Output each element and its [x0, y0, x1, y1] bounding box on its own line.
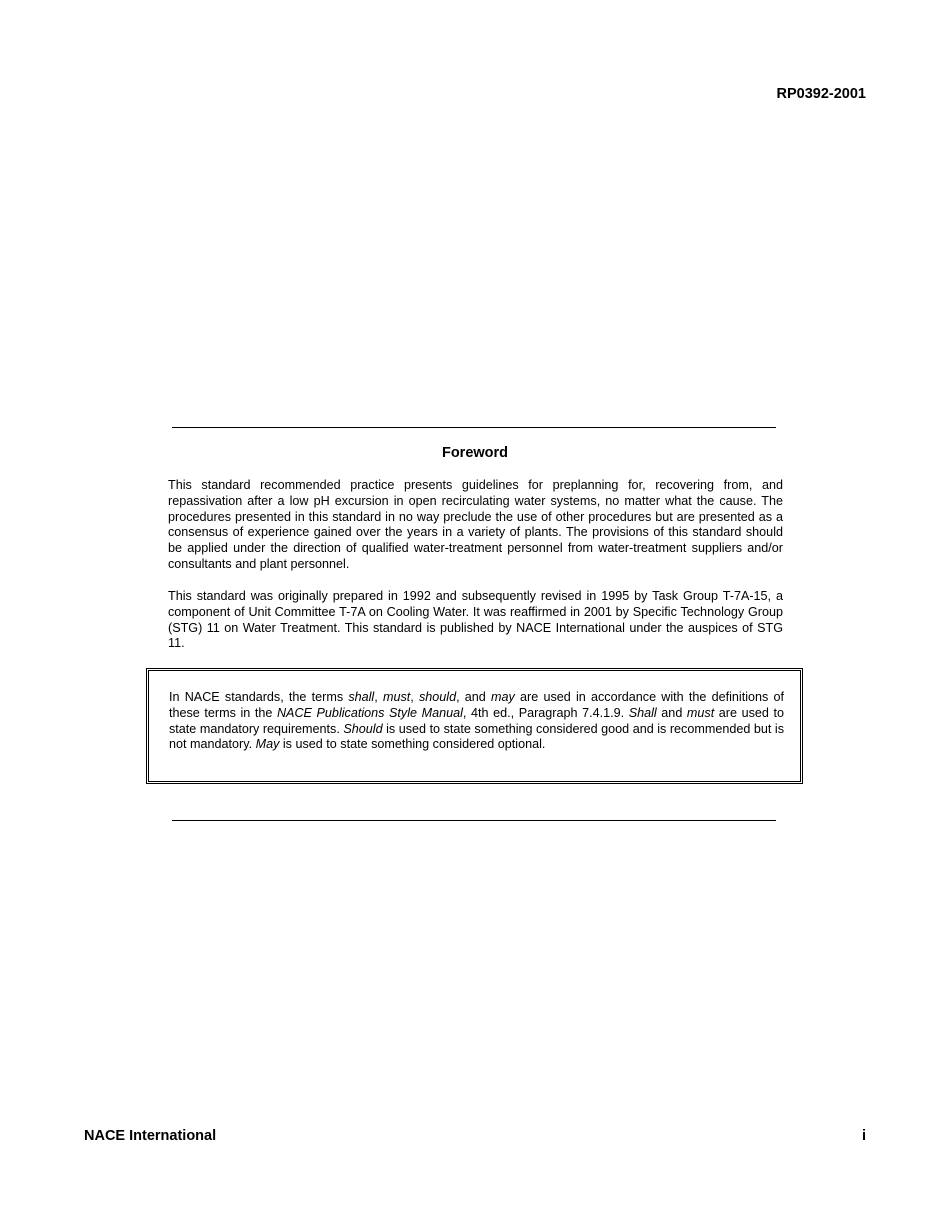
foreword-title: Foreword	[441, 445, 509, 461]
bottom-divider	[172, 820, 776, 821]
terminology-notice-box	[146, 668, 803, 784]
document-code: RP0392-2001	[776, 86, 866, 102]
top-divider	[172, 427, 776, 428]
terminology-notice-text: In NACE standards, the terms shall, must, should, and may are used in accordance with the definitions of these terms in the NACE Publications Style Manual, 4th ed., Paragraph 7.4.1.9. Shall and must are used to state mandatory requirements. Should is used to state something considered good and is recommended but is not mandatory. May is used to state something considered optional.	[169, 690, 785, 752]
foreword-paragraph-2: This standard was originally prepared in 1992 and subsequently revised in 1995 by Task Group T-7A-15, a component of Unit Committee T-7A on Cooling Water. It was reaffirmed in 2001 by Specific Technology Group (STG) 11 on Water Treatment. This standard is published by NACE International under the auspices of STG 11.	[168, 589, 783, 651]
footer-organization: NACE International	[84, 1128, 217, 1144]
page-number: i	[861, 1128, 866, 1144]
foreword-paragraph-1: This standard recommended practice presents guidelines for preplanning for, recovering from, and repassivation after a low pH excursion in open recirculating water systems, no matter what the cause. The procedures presented in this standard in no way preclude the use of other procedures but are presented as a consensus of experience gained over the years in a variety of plants. The provisions of this standard should be applied under the direction of qualified water-treatment personnel from water-treatment suppliers and/or consultants and plant personnel.	[168, 478, 783, 571]
